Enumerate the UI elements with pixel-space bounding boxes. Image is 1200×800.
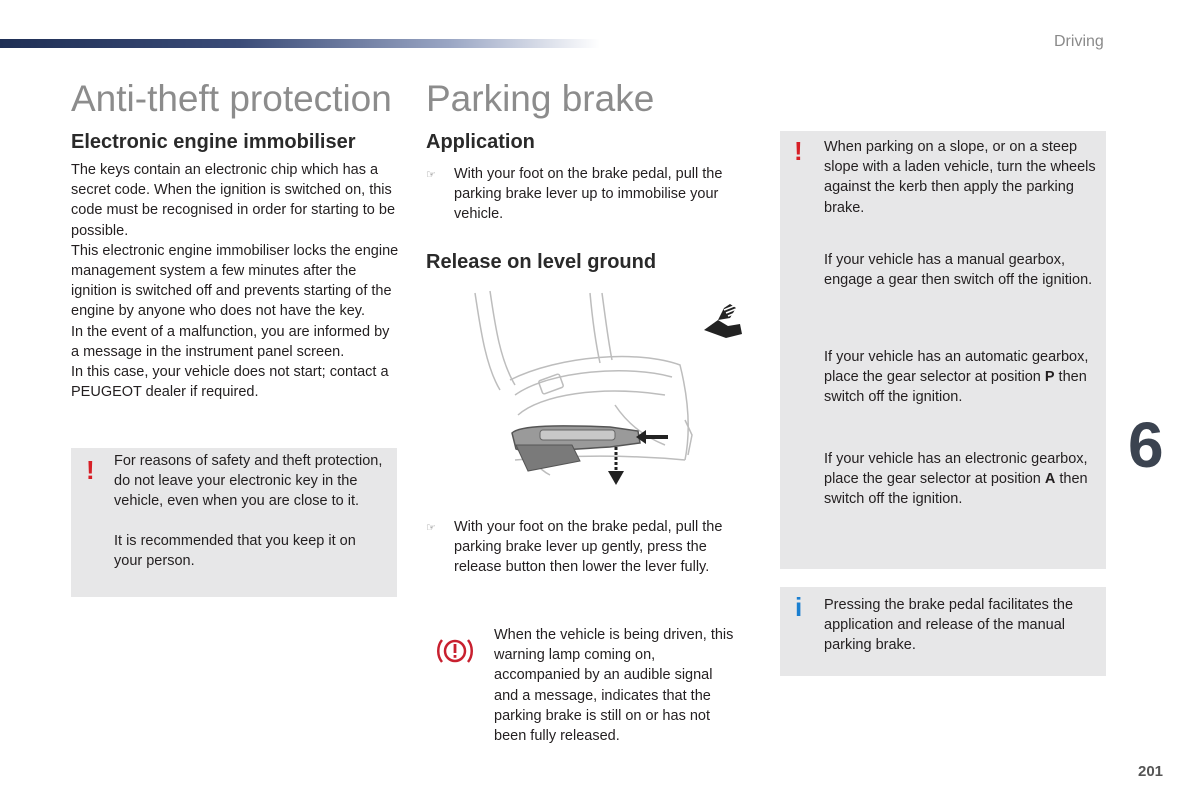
- immobiliser-paragraph-3: In the event of a malfunction, you are informed by a message in the instrument panel screen.: [71, 323, 390, 360]
- electronic-text-start: If your vehicle has an electronic gearbox, place the gear selector at position: [824, 451, 1088, 488]
- info-text: Pressing the brake pedal facilitates the application and release of the manual parking brake.: [824, 597, 1074, 654]
- immobiliser-paragraph-2: This electronic engine immobiliser locks the engine management system a few minutes after the ignition is switched off and prevents starting of the engine by anyone who does not have the key.: [71, 242, 399, 320]
- release-heading: Release on level ground: [426, 251, 657, 273]
- automatic-text-end: then switch off the ignition.: [824, 369, 1087, 406]
- application-heading: Application: [426, 131, 535, 153]
- header-accent-bar: [0, 39, 600, 48]
- key-warning-paragraph-2: It is recommended that you keep it on your person.: [114, 532, 356, 569]
- section-label: Driving: [1054, 33, 1104, 50]
- immobiliser-heading: Electronic engine immobiliser: [71, 131, 356, 153]
- electronic-text-end: then switch off the ignition.: [824, 471, 1088, 508]
- warning-icon: !: [86, 455, 95, 485]
- anti-theft-title: Anti-theft protection: [71, 78, 392, 119]
- key-warning-paragraph-1: For reasons of safety and theft protection, do not leave your electronic key in the vehicle, even when you are close to it.: [114, 453, 383, 510]
- immobiliser-paragraph-4: In this case, your vehicle does not start; contact a PEUGEOT dealer if required.: [71, 364, 389, 401]
- electronic-gearbox-text: [824, 449, 1100, 510]
- slope-text: When parking on a slope, or on a steep slope with a laden vehicle, turn the wheels against the kerb then apply the parking brake.: [824, 139, 1096, 216]
- hand-pull-icon: [700, 300, 746, 340]
- info-icon: i: [795, 592, 803, 622]
- warning-lamp-text: When the vehicle is being driven, this warning lamp coming on, accompanied by an audible signal and a message, indicates that the parking brake is still on or has not been fully released.: [494, 627, 734, 745]
- warning-icon: !: [794, 136, 803, 166]
- immobiliser-paragraph-1: The keys contain an electronic chip which has a secret code. When the ignition is switched on, this code must be recognised in order for starting to be possible.: [71, 162, 396, 239]
- position-a: A: [1044, 471, 1056, 488]
- automatic-gearbox-text: [824, 347, 1100, 408]
- automatic-text-start: If your vehicle has an automatic gearbox, place the gear selector at position: [824, 349, 1089, 386]
- manual-gearbox-text: If your vehicle has a manual gearbox, engage a gear then switch off the ignition.: [824, 252, 1093, 289]
- release-text: With your foot on the brake pedal, pull the parking brake lever up gently, press the release button then lower the lever fully.: [454, 519, 723, 576]
- immobiliser-text: [71, 160, 401, 402]
- brake-warning-lamp-icon: [435, 635, 475, 667]
- application-text: With your foot on the brake pedal, pull the parking brake lever up to immobilise your vehicle.: [454, 166, 723, 223]
- parking-brake-title: Parking brake: [426, 78, 655, 119]
- chapter-number: 6: [1128, 409, 1164, 481]
- pointer-bullet-icon: ☞: [426, 169, 436, 181]
- pointer-bullet-icon: ☞: [426, 522, 436, 534]
- key-warning-text: [114, 451, 386, 571]
- position-p: P: [1044, 369, 1055, 386]
- page-number: 201: [1138, 763, 1164, 780]
